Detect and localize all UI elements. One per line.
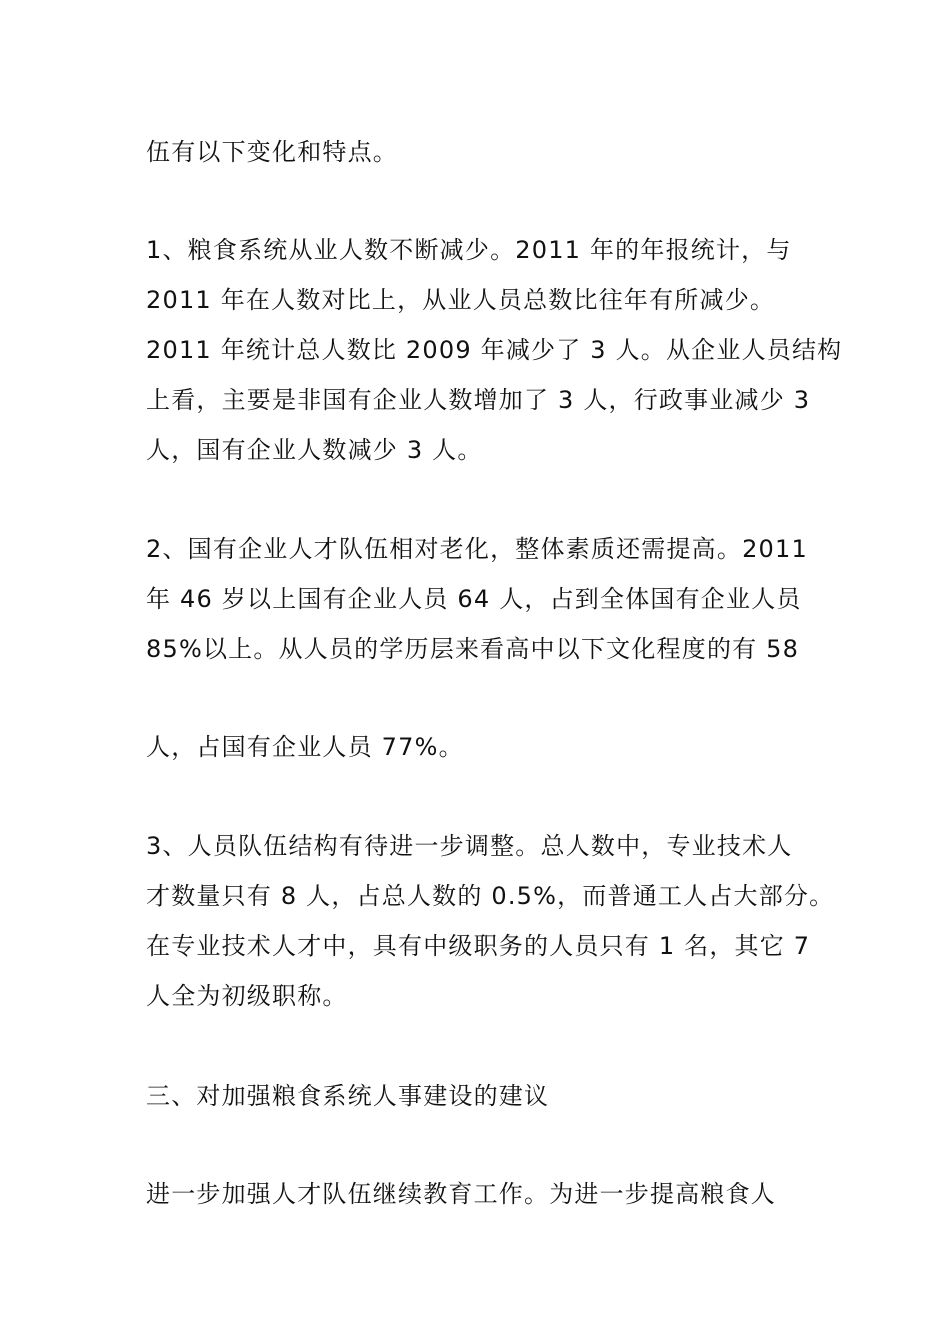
text-line: 2、国有企业人才队伍相对老化，整体素质还需提高。2011 xyxy=(146,535,808,563)
text-line: 3、人员队伍结构有待进一步调整。总人数中，专业技术人 xyxy=(146,832,793,860)
text-line: 2011 年统计总人数比 2009 年减少了 3 人。从企业人员结构 xyxy=(146,336,843,364)
text-line: 进一步加强人才队伍继续教育工作。为进一步提高粮食人 xyxy=(146,1180,776,1208)
section-heading: 三、对加强粮食系统人事建设的建议 xyxy=(146,1082,550,1110)
text-line: 人全为初级职称。 xyxy=(146,982,348,1010)
text-line: 上看，主要是非国有企业人数增加了 3 人，行政事业减少 3 xyxy=(146,386,811,414)
text-line: 人，国有企业人数减少 3 人。 xyxy=(146,436,483,464)
text-line: 才数量只有 8 人，占总人数的 0.5%，而普通工人占大部分。 xyxy=(146,882,835,910)
text-line: 2011 年在人数对比上，从业人员总数比往年有所减少。 xyxy=(146,286,776,314)
text-line: 1、粮食系统从业人数不断减少。2011 年的年报统计，与 xyxy=(146,236,792,264)
text-line: 伍有以下变化和特点。 xyxy=(146,138,398,166)
text-line: 年 46 岁以上国有企业人员 64 人，占到全体国有企业人员 xyxy=(146,585,802,613)
text-line: 人，占国有企业人员 77%。 xyxy=(146,733,464,761)
text-line: 在专业技术人才中，具有中级职务的人员只有 1 名，其它 7 xyxy=(146,932,811,960)
text-line: 85%以上。从人员的学历层来看高中以下文化程度的有 58 xyxy=(146,635,800,663)
